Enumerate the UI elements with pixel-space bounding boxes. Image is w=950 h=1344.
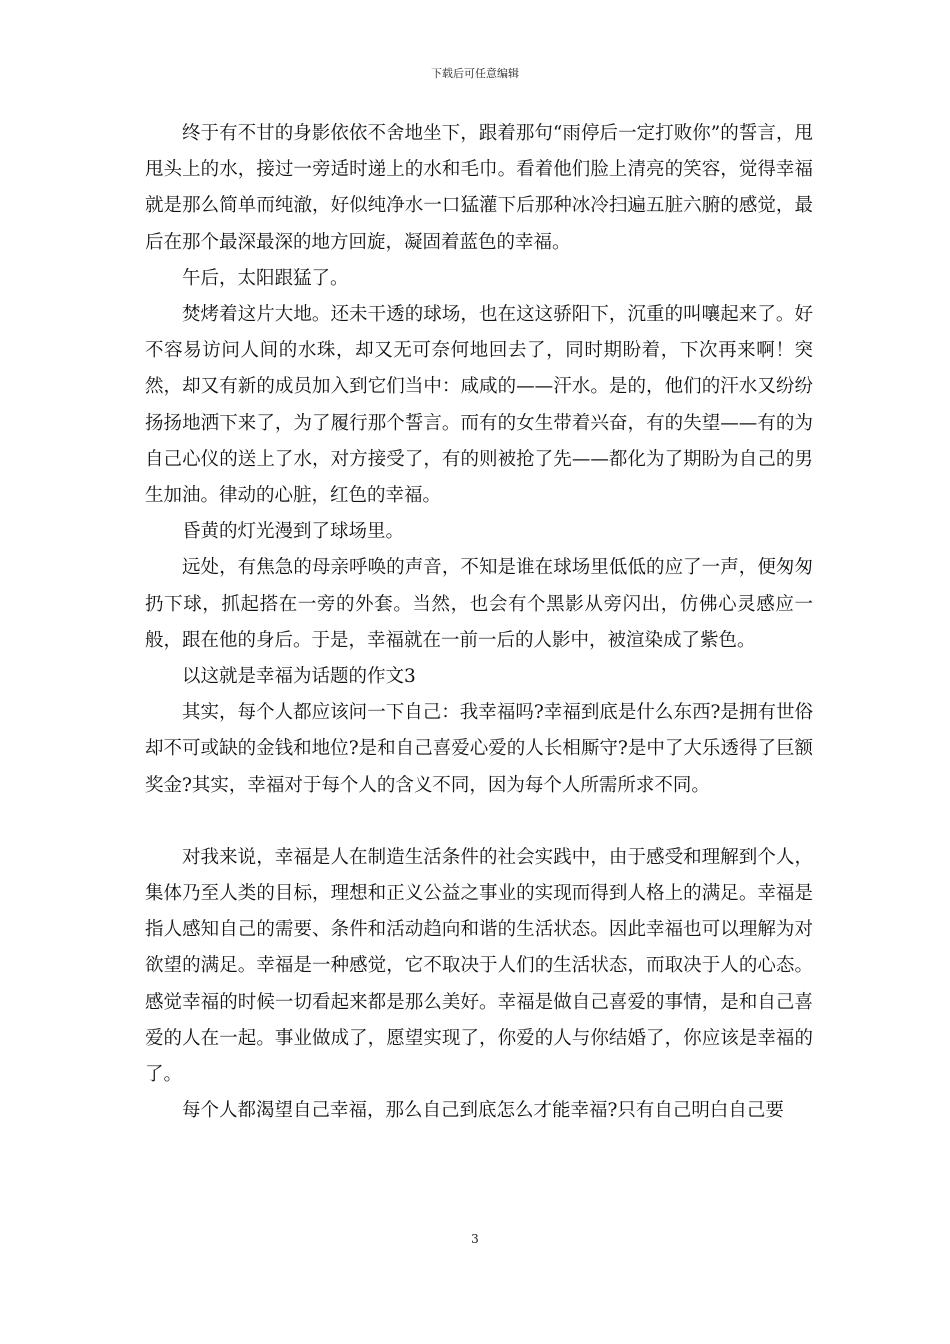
paragraph: 对我来说，幸福是人在制造生活条件的社会实践中，由于感受和理解到个人，集体乃至人类的目标，理想和正义公益之事业的实现而得到人格上的满足。幸福是指人感知自己的需要、条件和活动趋向和谐的生活状态。因此幸福也可以理解为对欲望的满足。幸福是一种感觉，它不取决于人们的生活状态，而取决于人的心态。感觉幸福的时候一切看起来都是那么美好。幸福是做自己喜爱的事情，是和自己喜爱的人在一起。事业做成了，愿望实现了，你爱的人与你结婚了，你应该是幸福的了。 xyxy=(145,846,813,1086)
paragraph: 每个人都渴望自己幸福，那么自己到底怎么才能幸福?只有自己明白自己要 xyxy=(182,1100,784,1122)
page-header: 下载后可任意编辑 xyxy=(431,67,519,80)
section-heading: 以这就是幸福为话题的作文3 xyxy=(182,666,416,688)
document-body xyxy=(145,116,813,1129)
paragraph: 终于有不甘的身影依依不舍地坐下，跟着那句“雨停后一定打败你”的誓言，甩甩头上的水，接过一旁适时递上的水和毛巾。看着他们脸上清亮的笑容，觉得幸福就是那么简单而纯澈，好似纯净水一口猛灌下后那种冰冷扫遍五脏六腑的感觉，最后在那个最深最深的地方回旋，凝固着蓝色的幸福。 xyxy=(145,123,813,253)
paragraph: 昏黄的灯光漫到了球场里。 xyxy=(182,521,405,543)
page-number: 3 xyxy=(471,1232,479,1246)
paragraph: 远处，有焦急的母亲呼唤的声音，不知是谁在球场里低低的应了一声，便匆匆扔下球，抓起搭在一旁的外套。当然，也会有个黑影从旁闪出，仿佛心灵感应一般，跟在他的身后。于是，幸福就在一前一后的人影中，被渲染成了紫色。 xyxy=(145,557,813,651)
paragraph: 焚烤着这片大地。还未干透的球场，也在这这骄阳下，沉重的叫嚷起来了。好不容易访问人间的水珠，却又无可奈何地回去了，同时期盼着，下次再来啊！突然，却又有新的成员加入到它们当中：咸咸的——汗水。是的，他们的汗水又纷纷扬扬地洒下来了，为了履行那个誓言。而有的女生带着兴奋，有的失望——有的为自己心仪的送上了水，对方接受了，有的则被抢了先——都化为了期盼为自己的男生加油。律动的心脏，红色的幸福。 xyxy=(145,304,813,507)
paragraph: 其实，每个人都应该问一下自己：我幸福吗?幸福到底是什么东西?是拥有世俗却不可或缺的金钱和地位?是和自己喜爱心爱的人长相厮守?是中了大乐透得了巨额奖金?其实，幸福对于每个人的含义不同，因为每个人所需所求不同。 xyxy=(145,702,813,796)
paragraph: 午后，太阳跟猛了。 xyxy=(182,267,349,289)
